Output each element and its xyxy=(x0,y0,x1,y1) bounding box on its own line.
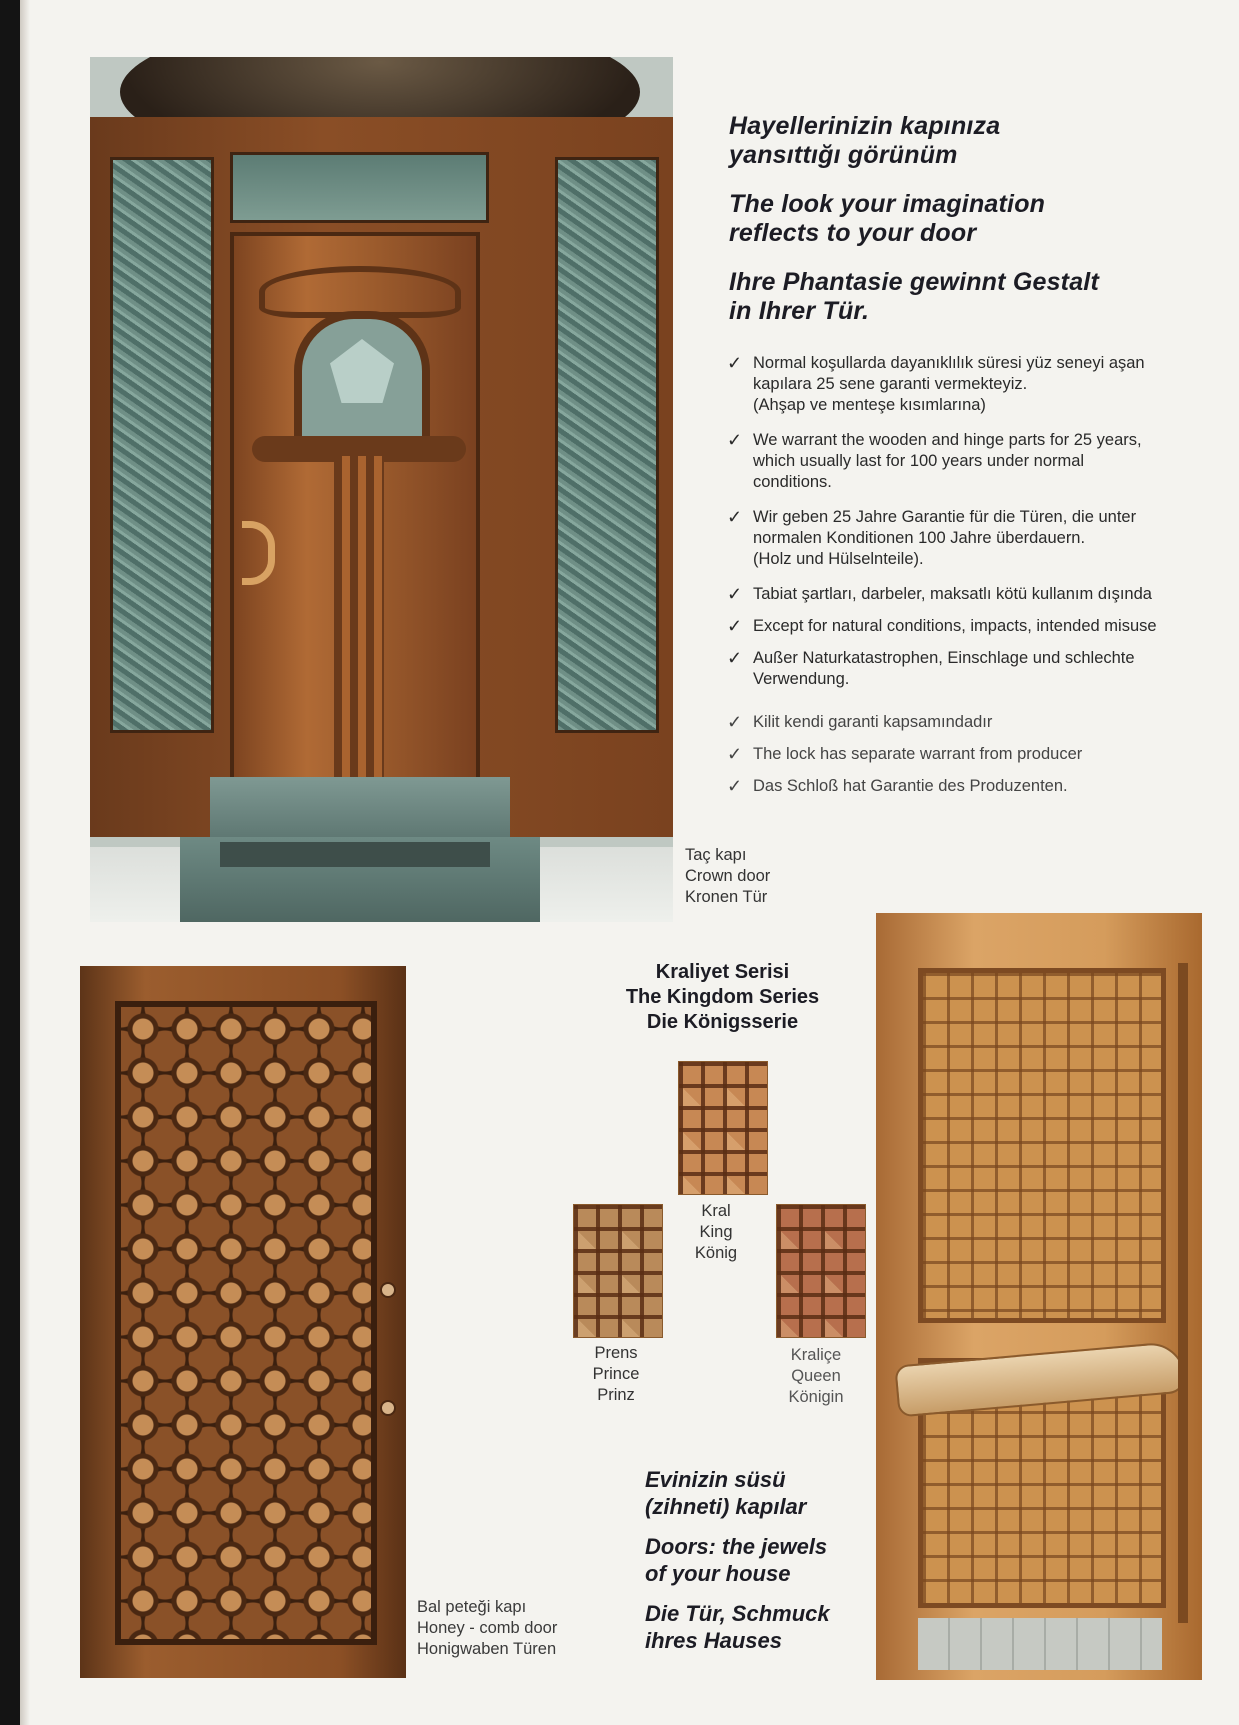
honeycomb-door-photo xyxy=(80,966,406,1678)
check-icon: ✓ xyxy=(727,616,743,636)
list-item xyxy=(725,353,1195,416)
item-line: Verwendung. xyxy=(753,670,850,688)
list-item xyxy=(725,507,1195,570)
slogan-line: Evinizin süsü xyxy=(645,1467,786,1492)
crown-door-photo xyxy=(90,57,673,922)
list-item xyxy=(725,712,1195,733)
heading-line: reflects to your door xyxy=(729,219,977,247)
list-item xyxy=(725,776,1195,797)
label-line: Kraliçe xyxy=(790,1346,842,1364)
door-knob xyxy=(380,1400,396,1416)
door-knob xyxy=(380,1282,396,1298)
check-icon: ✓ xyxy=(727,744,743,764)
label-line: Queen xyxy=(791,1367,841,1385)
label-line: Kral xyxy=(701,1202,731,1220)
list-item xyxy=(725,616,1195,637)
heading-line: Hayellerinizin kapınıza xyxy=(729,112,1001,140)
kick-plate xyxy=(918,1618,1162,1670)
label-line: Prinz xyxy=(597,1386,635,1404)
slogan-german xyxy=(645,1600,830,1654)
carved-stem xyxy=(334,456,384,816)
slogan-line: Doors: the jewels xyxy=(645,1534,828,1559)
heading-english xyxy=(729,190,1045,248)
caption-line: Honey - comb door xyxy=(417,1619,558,1637)
heading-line: in Ihrer Tür. xyxy=(729,297,870,325)
item-line: The lock has separate warrant from producer xyxy=(753,745,1083,763)
check-icon: ✓ xyxy=(727,584,743,604)
honeycomb-panel xyxy=(115,1001,377,1645)
transom-glass xyxy=(230,152,489,223)
heading-turkish xyxy=(729,112,1000,170)
check-icon: ✓ xyxy=(727,507,743,527)
slogan-line: Die Tür, Schmuck xyxy=(645,1601,830,1626)
title-line: Kraliyet Serisi xyxy=(655,961,790,983)
pentagon-glass xyxy=(330,339,394,403)
item-line: Tabiat şartları, darbeler, maksatlı kötü kullanım dışında xyxy=(753,585,1152,603)
heading-line: yansıttığı görünüm xyxy=(729,141,958,169)
item-line: Kilit kendi garanti kapsamındadır xyxy=(753,713,993,731)
slogan-english xyxy=(645,1533,827,1587)
marble-step xyxy=(210,777,510,837)
binding-shadow xyxy=(20,0,30,1725)
item-line: (Holz und Hülselnteile). xyxy=(753,550,924,568)
prince-label xyxy=(566,1343,666,1406)
kingdom-series-title xyxy=(600,960,845,1035)
heading-line: The look your imagination xyxy=(729,190,1046,218)
prince-pattern-swatch xyxy=(573,1204,663,1338)
list-item xyxy=(725,744,1195,765)
door-handle xyxy=(242,521,275,585)
right-glass-panel xyxy=(555,157,659,733)
slogan-line: of your house xyxy=(645,1561,791,1586)
item-line: Wir geben 25 Jahre Garantie für die Türen, die unter xyxy=(753,508,1137,526)
upper-lattice-panel xyxy=(918,968,1166,1323)
binding-edge xyxy=(0,0,20,1725)
list-item xyxy=(725,648,1195,690)
label-line: King xyxy=(699,1223,733,1241)
honeycomb-door-caption xyxy=(417,1597,557,1660)
queen-label xyxy=(766,1345,866,1408)
item-line: Außer Naturkatastrophen, Einschlage und schlechte xyxy=(753,649,1135,667)
item-line: which usually last for 100 years under normal xyxy=(753,452,1085,470)
queen-pattern-swatch xyxy=(776,1204,866,1338)
item-line: Except for natural conditions, impacts, intended misuse xyxy=(753,617,1157,635)
slogan-line: ihres Hauses xyxy=(645,1628,782,1653)
list-item xyxy=(725,430,1195,493)
heading-line: Ihre Phantasie gewinnt Gestalt xyxy=(729,268,1099,296)
king-pattern-swatch xyxy=(678,1061,768,1195)
list-item xyxy=(725,584,1195,605)
title-line: Die Königsserie xyxy=(646,1011,799,1033)
kingdom-door-photo xyxy=(876,913,1202,1680)
slogan-line: (zihneti) kapılar xyxy=(645,1494,807,1519)
item-line: Das Schloß hat Garantie des Produzenten. xyxy=(753,777,1068,795)
caption-line: Crown door xyxy=(685,867,771,885)
check-icon: ✓ xyxy=(727,353,743,373)
king-label xyxy=(666,1201,766,1264)
door-mat xyxy=(220,842,490,867)
warranty-list xyxy=(725,353,1195,797)
label-line: Königin xyxy=(788,1388,844,1406)
heading-german xyxy=(729,268,1189,326)
item-line: (Ahşap ve menteşe kısımlarına) xyxy=(753,396,986,414)
caption-line: Taç kapı xyxy=(685,846,747,864)
door-leaf xyxy=(230,232,480,832)
item-line: Normal koşullarda dayanıklılık süresi yüz seneyi aşan xyxy=(753,354,1145,372)
item-line: conditions. xyxy=(753,473,832,491)
check-icon: ✓ xyxy=(727,712,743,732)
caption-line: Honigwaben Türen xyxy=(417,1640,557,1658)
crown-door-caption xyxy=(685,845,770,908)
item-line: kapılara 25 sene garanti vermekteyiz. xyxy=(753,375,1028,393)
check-icon: ✓ xyxy=(727,430,743,450)
hinge-strip xyxy=(1178,963,1188,1623)
title-line: The Kingdom Series xyxy=(625,986,820,1008)
left-glass-panel xyxy=(110,157,214,733)
label-line: Prince xyxy=(592,1365,640,1383)
caption-line: Bal peteği kapı xyxy=(417,1598,527,1616)
check-icon: ✓ xyxy=(727,648,743,668)
label-line: König xyxy=(694,1244,738,1262)
caption-line: Kronen Tür xyxy=(685,888,768,906)
check-icon: ✓ xyxy=(727,776,743,796)
item-line: normalen Konditionen 100 Jahre überdauern. xyxy=(753,529,1086,547)
label-line: Prens xyxy=(594,1344,638,1362)
slogan-turkish xyxy=(645,1466,806,1520)
item-line: We warrant the wooden and hinge parts for 25 years, xyxy=(753,431,1142,449)
